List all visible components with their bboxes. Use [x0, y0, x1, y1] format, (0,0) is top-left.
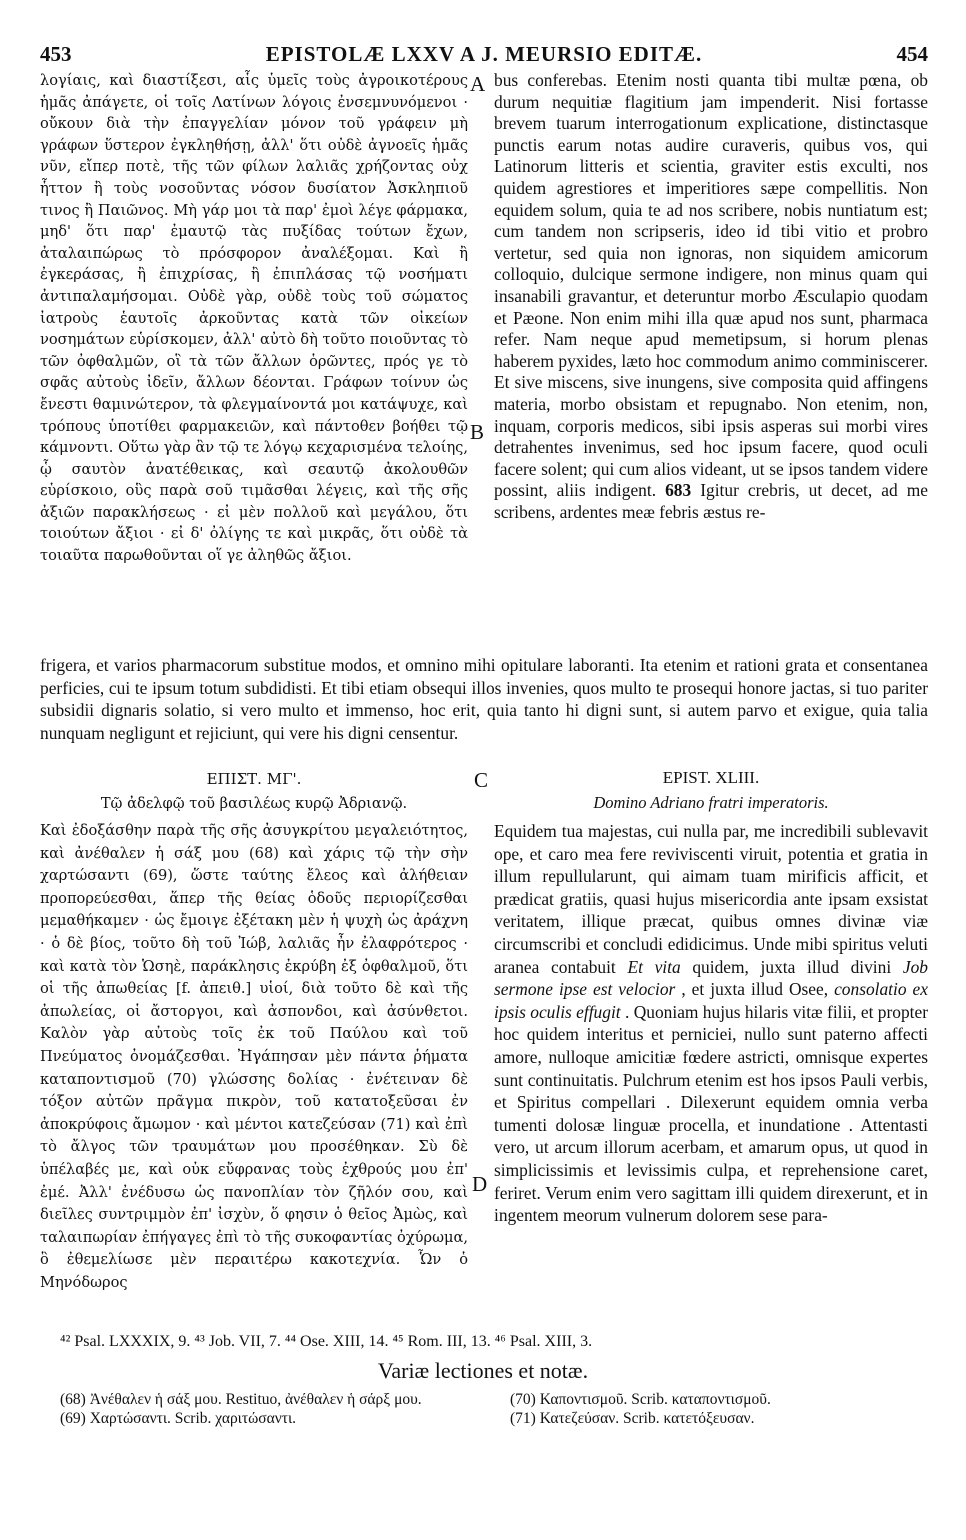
- greek-column-top: [40, 70, 468, 567]
- page-number-left: 453: [40, 42, 72, 66]
- variant-note-69: (69) Χαρτώσαντι. Scrib. χαριτώσαντι.: [60, 1410, 297, 1427]
- latin-text-bottom-a: Equidem tua majestas, cui nulla par, me incredibili sublevavit ope, et caro mea fere reviviscenti viruit, potentia et gratia in illum repullularunt, qui aimam tuam mirificis afficit, et prædicat gratiis, quasi hujus misericordia ante ipsam exsistat veritatem, illique præcat, quibus omnes divinæ viæ circumscribi et concludi edidicimus. Unde mibi spiritus veluti aranea contabuit: [494, 821, 928, 977]
- greek-text-top: λογίαις, καὶ διαστίξεσι, αἷς ὑμεῖς τοὺς ἀγροικοτέρους ἡμᾶς ἀπάγετε, οἱ τοῖς Λατίνων λόγοις ἐνσεμνυνόμενοι · οὔκουν διὰ τὴν ἐπαγγελίαν μόνον τοῦ γράφειν μὴ γράφων ὕστερον ἐγκληθήσῃ, ἀλλ' ὅτι οὐδὲ ἀγνοεῖς ἡμᾶς νῦν, εἴπερ ποτὲ, τῆς τῶν φίλων λαλιᾶς χρήζοντας οὐχ ἧττον ἢ τοὺς νοσοῦντας νόσον δυσίατον Ἀσκληπιοῦ τινος ἢ Παιῶνος. Μὴ γάρ μοι τὰ παρ' ἐμοὶ λέγε φάρμακα, μηδ' ὅτι παρ' ἐμαυτῷ τὰς πυξίδας τούτων ἔχων, ἀταλαιπώρως τὸ πρόσφορον ἀναλέξομαι. Καὶ ἢ ἐγκεράσας, ἢ ἐπιχρίσας, ἢ ἐπιπλάσας τῷ νοσήματι ἀντιπαλαμήσομαι. Οὐδὲ γὰρ, οὐδὲ τοὺς τοῦ σώματος ἰατροὺς ἑαυτοῖς ἀρκοῦντας κατὰ τῶν οἰκείων νοσημάτων εὑρίσκομεν, ἀλλ' αὐτὸ δὴ τοῦτο ποιοῦντας τὸ τῶν ὀφθαλμῶν, οἳ τὰ τῶν ἄλλων ὁρῶντες, πρός γε τὸ σφᾶς αὐτοὺς ἰδεῖν, ἄλλων δέονται. Γράφων τοίνυν ὡς ἔνεστι θαμινώτερον, τὰ φλεγμαίνοντά μοι κατάψυχε, καὶ τρόπους ὑποτίθει φαρμακειῶν, καὶ πάντοθεν βοήθει τῷ κάμνοντι. Οὕτω γὰρ ἂν τῷ τε λόγῳ κεχαρισμένα τελοίης, ᾧ σαυτὸν ἀνατέθεικας, καὶ σεαυτῷ ἀκολουθῶν εὑρίσκοιο, οὓς παρὰ σοῦ τιμᾶσθαι λέγεις, καὶ τῆς σῆς ἀξιῶν παρακλήσεως · εἰ μὲν πολλοῦ καὶ μεγάλου, ὅτι τοιούτων ἄξιοι · εἰ δ' ὀλίγης τε καὶ μικρᾶς, ὅτι οὐδὲ τὰ τοιαῦτα παρωθοῦνται οἵ γε ἀληθῶς ἄξιοι.: [40, 72, 468, 565]
- latin-column-top: [494, 70, 928, 523]
- latin-column-bottom: [494, 820, 928, 1227]
- latin-letter-heading: EPIST. XLIII.: [662, 768, 760, 787]
- variae-left: [60, 1390, 475, 1428]
- margin-marker-a: A: [470, 72, 486, 96]
- greek-letter-heading: ΕΠΙΣΤ. ΜΓ'.: [206, 770, 302, 788]
- greek-column-bottom: [40, 820, 468, 1294]
- full-width-paragraph: frigera, et varios pharmacorum substitue modos, et omnino mihi opitulare laboranti. Ita etenim et rationi grata et consentanea perficies, cui te ipsum totum subdidisti. Et tibi etiam obsequi illos invenies, quos multo te prosequi honore jactas, si tuo pariter subsidii dignaris solatio, si vero multo et immenso, hoc erit, quia tanto hi digni sunt, si autem parvo et exigue, quia talia nunquam negligunt et rejiciunt, qui vere his digni censentur.: [40, 655, 928, 743]
- page-number-right: 454: [896, 42, 928, 66]
- latin-text-top-end: Igitur crebris, ut decet, ad me scribens, ardentes meæ febris æstus re-: [494, 480, 928, 522]
- variae-heading: Variæ lectiones et notæ.: [377, 1358, 589, 1383]
- latin-text-bottom-c: quidem, juxta illud divini: [680, 956, 903, 977]
- greek-text-bottom: Καὶ ἐδοξάσθην παρὰ τῆς σῆς ἀσυγκρίτου μεγαλειότητος, καὶ ἀνέθαλεν ἡ σάξ μου (68) καὶ χάρις τῷ τὴν σὴν χαρτώσαντι (69), ὥστε ταύτης ἔλεος καὶ ἀλήθειαν προπορεύεσθαι, ἅπερ τῆς θείας ὁδοῦς περιορίζεσθαι μεμαθήκαμεν · ὡς ἔμοιγε ἐξέτακη μὲν ἡ ψυχὴ ὡς ἀράχνη · ὁ δὲ βίος, τοῦτο δὴ τοῦ Ἰώβ, λαλιᾶς ἦν ἐλαφρότερος · καὶ κατὰ τὸν Ὡσηὲ, παράκλησις ἐκρύβη ἐξ ὀφθαλμοῦ, ὅτι οἱ τῆς ἀπωθείας [f. ἀπειθ.] υἱοί, διὰ τοῦτο δὲ καὶ τῆς ἀπωλείας, οἱ ἄστοργοι, καὶ ἀσπονδοι, καὶ ἀσύνθετοι. Καλὸν γὰρ αὐτοὺς τοῖς ἐκ τοῦ Παύλου καὶ τοῦ Πνεύματος ὀνομάζεσθαι. Ἠγάπησαν μὲν πάντα ῥήματα καταποντισμοῦ (70) γλώσσης δολίας · ἐνέτειναν δὲ τόξον αὐτῶν πρᾶγμα πικρὸν, τοῦ κατατοξεῦσαι ἐν ἀποκρύφοις ἄμωμον · καὶ μέντοι κατεζεύσαν (71) καὶ ἐπὶ τὸ ἄλγος τῶν τραυμάτων μου προσέθηκαν. Σὺ δὲ ὑπέλαβές με, καὶ οὐκ εὔφρανας τοὺς ἐχθρούς μου ἐπ' ἐμέ. Ἀλλ' ἐνέδυσω ὡς πανοπλίαν τὸν ζῆλόν σου, καὶ διεῖλες συντριμμὸν ἐπ' ἰσχὺν, ὅ φησιν ὁ θεῖος Ἀμὼς, καὶ ταλαιπωρίαν ἐπήγαγες ἐπὶ τὸ τῆς συκοφαντίας ὀχύρωμα, ὃ ἐθεμελίωσε μὲν περαιτέρω κακοτεχνία. Ὧν ὁ Μηνόδωρος: [40, 822, 468, 1291]
- running-header: [40, 42, 928, 68]
- latin-text-bottom: [494, 820, 928, 1227]
- margin-marker-b: B: [470, 420, 485, 444]
- footnotes: ⁴² Psal. LXXXIX, 9. ⁴³ Job. VII, 7. ⁴⁴ Osе. XIII, 14. ⁴⁵ Rom. III, 13. ⁴⁶ Psal. XIII, 3.: [60, 1333, 593, 1350]
- latin-letter-address: Domino Adriano fratri imperatoris.: [593, 793, 829, 812]
- margin-marker-d: D: [472, 1172, 488, 1196]
- variant-note-70: (70) Καποντισμοῦ. Scrib. καταποντισμοῦ.: [510, 1391, 771, 1408]
- latin-text-top: [494, 70, 928, 523]
- variant-note-68: (68) Ἀνέθαλεν ἡ σάξ μου. Restituo, ἀνέθαλεν ἡ σάρξ μου.: [60, 1391, 422, 1408]
- margin-marker-c: C: [474, 768, 489, 792]
- latin-text-bottom-b: Et vita: [627, 956, 681, 977]
- variae-right: [510, 1390, 930, 1428]
- column-number: 683: [665, 480, 692, 501]
- greek-letter-address: Τῷ ἀδελφῷ τοῦ βασιλέως κυρῷ Ἀδριανῷ.: [100, 795, 408, 812]
- latin-text-top-body: bus conferebas. Etenim nosti quanta tibi multæ pœna, ob durum nequitiæ flagitium jam impenderit. Nisi fortasse brevem tuarum interrogationum explicatione, distinctasque punctis earum notas audire curaveris, quibus vos, qui Latinorum litteris et scientia, graviter estis exculti, nos quidem agrestiores et imperitiores sæpe compellitis. Non equidem solum, quia te ad nos scribere, nobis nuntiatum est; cum tandem non scripseris, ideo id tibi vitio et probro vertetur, sed quia non ignoras, non siquidem amicorum colloquio, dulcique sermone indigere, non minus quam qui insanabili gravantur, et deteruntur morbo Æsculapio quodam et Pæone. Non enim mihi illa quæ apud nos sunt, pharmaca refer. Nam neque apud memetipsum, si horum plenas haberem pyxides, læto hoc commodum animo comminiscerer. Et sive miscens, sive inungens, sive composita quid affingens materia, morbo obsistam et repugnabo. Non etenim, non, inquam, corporis medicos, sibi ipsis asperas sui morbi vires detrahentes invenimus, sed hoc ipsum facere, quod oculi facere solent; qui cum alios videant, ut se ipsos tandem videre possint, aliis indigent.: [494, 70, 928, 501]
- latin-text-bottom-g: . Quoniam hujus hilaris vitæ filii, et propter hoc quidem interitus et perniciei, nullo sunt paterno affecti amore, nulloque amicitiæ fœdere astricti, omnisque expertes sunt continuitatis. Pulchrum etenim est hos ipsos Pauli verbis, et Spiritus compellari . Dilexerunt equidem omnia verba tumenti dolosæ linguæ procella, et inundatione . Attentasti vero, ut arcum illorum acerbam, et amarum opus, ut quod in simplicissimis et levissimis culpa, et reprehensione caret, feriret. Verum enim vero sagittam illi quidem direxerunt, et in ingentem meorum vulnerum dolorem sese para-: [494, 1001, 928, 1226]
- latin-text-bottom-f: consolatio ex ipsis oculis effugit: [494, 979, 928, 1022]
- latin-text-bottom-e: , et juxta illud Osee,: [675, 979, 835, 1000]
- running-title: EPISTOLÆ LXXV A J. MEURSIO EDITÆ.: [265, 42, 703, 66]
- latin-text-bottom-d: Job sermone ipse est velocior: [494, 956, 928, 1000]
- variant-note-71: (71) Κατεζεύσαν. Scrib. κατετόξευσαν.: [510, 1410, 755, 1427]
